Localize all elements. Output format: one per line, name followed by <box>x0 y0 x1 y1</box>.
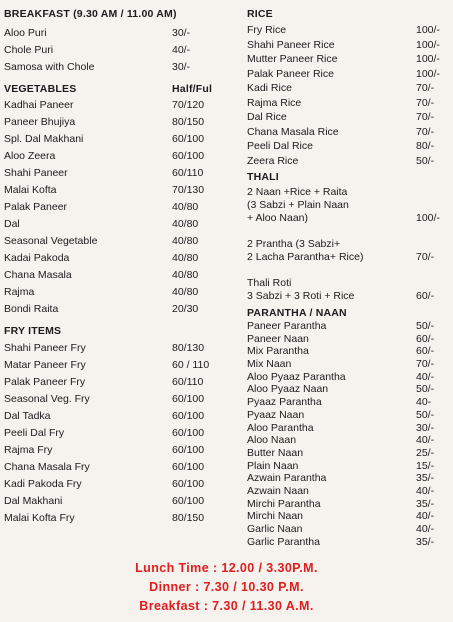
menu-item: Palak Paneer 40/80 <box>4 201 199 213</box>
menu-item: Spl. Dal Makhani 60/100 <box>4 133 205 145</box>
menu-item: Seasonal Vegetable 40/80 <box>4 235 199 247</box>
menu-item: Malai Kofta 70/130 <box>4 184 205 196</box>
thali-price: 70/- <box>416 251 435 263</box>
menu-item: Aloo Puri 30/- <box>4 27 191 39</box>
thali-line: Thali Roti <box>247 277 292 289</box>
menu-item: Pyaaz Parantha 40- <box>247 396 432 409</box>
vegetables-heading: VEGETABLES Half/Ful <box>4 81 224 98</box>
menu-item: Aloo Pyaaz Parantha 40/- <box>247 370 435 383</box>
menu-item: Aloo Naan 40/- <box>247 434 435 447</box>
menu-item: Peeli Dal Rice 80/- <box>247 140 435 152</box>
thali-line: 2 Lacha Parantha+ Rice) <box>247 251 364 263</box>
thali-line: 2 Naan +Rice + Raita <box>247 186 348 198</box>
vegetables-list <box>4 97 224 318</box>
menu-item: Kadai Pakoda 40/80 <box>4 252 199 264</box>
menu-item: Palak Paneer Rice 100/- <box>247 67 440 80</box>
menu-item: Aloo Pyaaz Naan 50/- <box>247 383 435 396</box>
breakfast-time: Breakfast : 7.30 / 11.30 A.M. <box>139 599 314 613</box>
menu-item: Rajma Fry 60/100 <box>4 444 205 456</box>
thali-heading: THALI <box>247 171 279 183</box>
menu-item: Chole Puri 40/- <box>4 44 191 56</box>
menu-item: Seasonal Veg. Fry 60/100 <box>4 393 205 405</box>
menu-item: Malai Kofta Fry 80/150 <box>4 512 205 524</box>
menu-item: Fry Rice 100/- <box>247 24 440 36</box>
menu-item: Paneer Naan 60/- <box>247 332 435 345</box>
menu-item: Chana Masala Rice 70/- <box>247 125 435 138</box>
menu-item: Dal Makhani 60/100 <box>4 495 205 507</box>
menu-item: Pyaaz Naan 50/- <box>247 408 435 421</box>
menu-item: Matar Paneer Fry 60 / 110 <box>4 359 210 371</box>
menu-item: Shahi Paneer Rice 100/- <box>247 38 440 51</box>
thali-line: (3 Sabzi + Plain Naan <box>247 199 349 211</box>
rice-heading: RICE <box>247 8 273 20</box>
thali-option <box>247 277 447 305</box>
menu-item: Butter Naan 25/- <box>247 446 435 459</box>
menu-item: Mirchi Parantha 35/- <box>247 497 435 510</box>
parantha-naan-heading: PARANTHA / NAAN <box>247 307 347 319</box>
half-full-header: Half/Ful <box>172 83 213 95</box>
menu-item: Shahi Paneer Fry 80/130 <box>4 342 205 354</box>
dinner-time: Dinner : 7.30 / 10.30 P.M. <box>149 580 304 594</box>
menu-item: Plain Naan 15/- <box>247 459 435 472</box>
thali-line: 3 Sabzi + 3 Roti + Rice <box>247 290 355 302</box>
menu-item: Zeera Rice 50/- <box>247 154 435 167</box>
menu-item: Chana Masala Fry 60/100 <box>4 461 205 473</box>
menu-item: Peeli Dal Fry 60/100 <box>4 427 205 439</box>
menu-item: Palak Paneer Fry 60/110 <box>4 376 204 388</box>
menu-item: Kadi Pakoda Fry 60/100 <box>4 478 205 490</box>
menu-item: Dal Tadka 60/100 <box>4 410 205 422</box>
menu-item: Rajma 40/80 <box>4 286 199 298</box>
menu-item: Paneer Parantha 50/- <box>247 320 435 332</box>
parantha-naan-list <box>247 320 447 548</box>
thali-line: 2 Prantha (3 Sabzi+ <box>247 238 341 250</box>
lunch-time: Lunch Time : 12.00 / 3.30P.M. <box>135 561 318 575</box>
thali-price: 60/- <box>416 290 435 302</box>
menu-item: Kadhai Paneer 70/120 <box>4 99 205 111</box>
menu-item: Bondi Raita 20/30 <box>4 303 199 315</box>
thali-price: 100/- <box>416 212 440 224</box>
menu-item: Rajma Rice 70/- <box>247 96 435 109</box>
menu-item: Kadi Rice 70/- <box>247 82 435 94</box>
menu-item: Shahi Paneer 60/110 <box>4 167 204 179</box>
menu-item: Mirchi Naan 40/- <box>247 510 435 523</box>
thali-option <box>247 238 447 266</box>
fry-items-list <box>4 340 224 527</box>
menu-item: Paneer Bhujiya 80/150 <box>4 116 205 128</box>
menu-item: Dal Rice 70/- <box>247 111 435 123</box>
menu-item: Garlic Parantha 35/- <box>247 535 435 548</box>
menu-item: Dal 40/80 <box>4 218 199 230</box>
menu-item: Samosa with Chole 30/- <box>4 61 191 73</box>
menu-item: Azwain Naan 40/- <box>247 484 435 497</box>
menu-item: Azwain Parantha 35/- <box>247 472 435 485</box>
menu-item: Chana Masala 40/80 <box>4 269 199 281</box>
fry-items-heading: FRY ITEMS <box>4 325 62 337</box>
thali-line: + Aloo Naan) <box>247 212 309 224</box>
thali-option <box>247 186 447 228</box>
menu-item: Garlic Naan 40/- <box>247 523 435 535</box>
menu-item: Aloo Zeera 60/100 <box>4 150 205 162</box>
menu-item: Aloo Parantha 30/- <box>247 421 435 434</box>
menu-item: Mix Naan 70/- <box>247 358 435 371</box>
menu-item: Mutter Paneer Rice 100/- <box>247 53 440 65</box>
breakfast-list <box>4 25 224 76</box>
menu-item: Mix Parantha 60/- <box>247 345 435 358</box>
rice-list <box>247 23 447 168</box>
